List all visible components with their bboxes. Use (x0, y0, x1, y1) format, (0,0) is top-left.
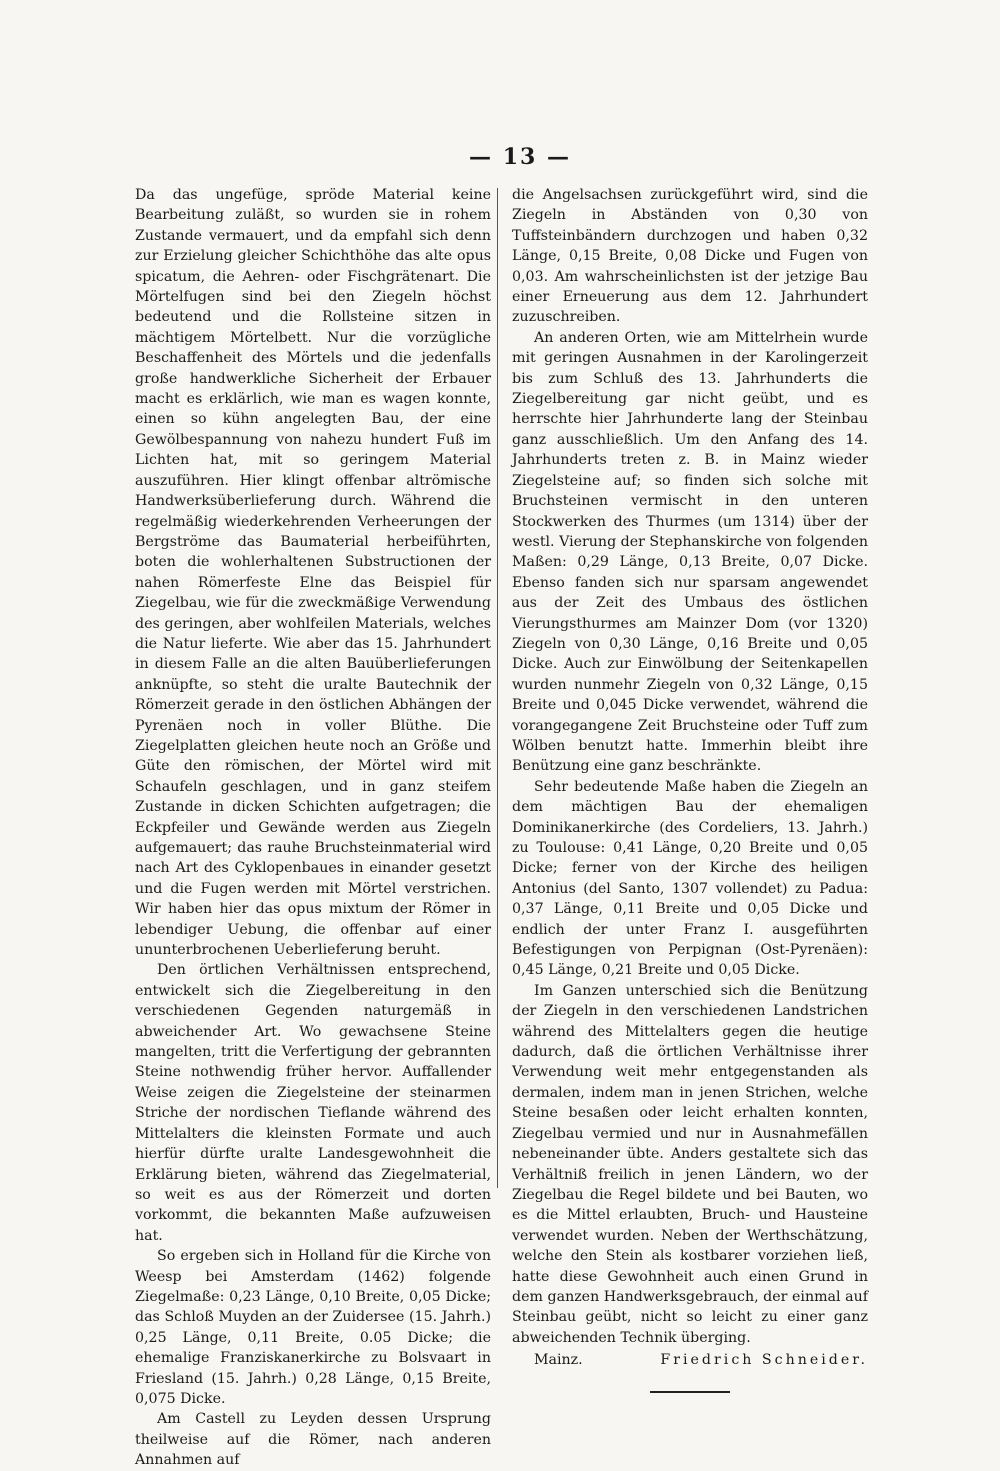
page-number: — 13 — (469, 144, 571, 170)
paragraph: Den örtlichen Verhältnissen entsprechend, entwickelt sich die Ziegelbereitung in den verschiedenen Gegenden naturgemäß in abweichender Art. Wo gewachsene Steine mangelten, tritt die Verfertigung der gebrannten Steine nothwendig früher hervor. Auffallender Weise zeigen die Ziegelsteine der steinarmen Striche der nordischen Tieflande während des Mittelalters die kleinsten Formate und auch hierfür dürfte uralte Landesgewohnheit die Erklärung bieten, während das Ziegelmaterial, so weit es aus der Römerzeit und dorten vorkommt, die bekannten Maße aufzuweisen hat. (135, 962, 491, 1244)
paragraph: Sehr bedeutende Maße haben die Ziegeln an dem mächtigen Bau der ehemaligen Dominikanerkirche (des Cordeliers, 13. Jahrh.) zu Toulouse: 0,41 Länge, 0,20 Breite und 0,05 Dicke; ferner von der Kirche des heiligen Antonius (del Santo, 1307 vollendet) zu Padua: 0,37 Länge, 0,11 Breite und 0,05 Dicke und endlich der unter Franz I. ausgeführten Befestigungen von Perpignan (Ost-Pyrenäen): 0,45 Länge, 0,21 Breite und 0,05 Dicke. (512, 778, 868, 979)
end-rule (650, 1391, 730, 1393)
paragraph: So ergeben sich in Holland für die Kirche von Weesp bei Amsterdam (1462) folgende Ziegelmaße: 0,23 Länge, 0,10 Breite, 0,05 Dicke; das Schloß Muyden an der Zuidersee (15. Jahrh.) 0,25 Länge, 0,11 Breite, 0.05 Dicke; die ehemalige Franziskanerkirche zu Bolsvaart in Friesland (15. Jahrh.) 0,28 Länge, 0,15 Breite, 0,075 Dicke. (135, 1248, 491, 1407)
paragraph: Im Ganzen unterschied sich die Benützung der Ziegeln in den verschiedenen Landstrichen während des Mittelalters gegen die heutige dadurch, daß die örtlichen Verhältnisse ihrer Verwendung weit mehr entgegenstanden als dermalen, indem man in jenen Strichen, welche Steine besaßen oder leicht erhalten konnten, Ziegelbau vermied und nur in Ausnahmefällen nebeneinander übte. Anders gestaltete sich das Verhältniß freilich in jenen Ländern, wo der Ziegelbau die Regel bildete und bei Bauten, wo es die Mittel erlaubten, Bruch- und Hausteine verwendet wurden. Neben der Werthschätzung, welche den Stein als kostbarer vorziehen ließ, hatte diese Gewohnheit auch einen Grund in dem ganzen Handwerksgebrauch, der einmal auf Steinbau geübt, nicht so leicht zu einer ganz abweichenden Technik überging. (512, 982, 868, 1346)
paragraph: Da das ungefüge, spröde Material keine Bearbeitung zuläßt, so wurden sie in rohem Zustande vermauert, und da empfahl sich denn zur Erzielung gleicher Schichthöhe das alte opus spicatum, die Aehren- oder Fischgrätenart. Die Mörtelfugen sind bei den Ziegeln höchst bedeutend und die Rollsteine sitzen in mächtigem Mörtelbett. Nur die vorzügliche Beschaffenheit des Mörtels und die jedenfalls große handwerkliche Sicherheit der Erbauer macht es erklärlich, wie man es wagen konnte, einen so kühn angelegten Bau, der eine Gewölbespannung von nahezu hundert Fuß im Lichten hat, mit so geringem Material auszuführen. Hier klingt offenbar altrömische Handwerksüberlieferung durch. Während die regelmäßig wiederkehrenden Verheerungen der Bergströme das Baumaterial herbeiführten, boten die wohlerhaltenen Substructionen der nahen Römerfeste Elne das Beispiel für Ziegelbau, wie für die zweckmäßige Verwendung des geringen, aber wohlfeilen Materials, welches die Natur lieferte. Wie aber das 15. Jahrhundert in diesem Falle an die alten Bauüberlieferungen anknüpfte, so steht die uralte Bautechnik der Römerzeit gerade in den östlichen Abhängen der Pyrenäen noch in voller Blüthe. Die Ziegelplatten gleichen heute noch an Größe und Güte den römischen, der Mörtel wird mit Schaufeln geschlagen, und in ganz steifem Zustande in dicken Schichten aufgetragen; die Eckpfeiler und Gewände werden aus Ziegeln aufgemauert; das rauhe Bruchsteinmaterial wird nach Art des Cyklopenbaues in einander gesetzt und die Fugen werden mit Mörtel verstrichen. Wir haben hier das opus mixtum der Römer in lebendiger Uebung, die offenbar auf einer ununterbrochenen Ueberlieferung beruht. (135, 187, 491, 959)
signature-author: Friedrich Schneider. (660, 1352, 868, 1369)
left-column (135, 185, 491, 1471)
signature (512, 1350, 868, 1370)
paragraph: An anderen Orten, wie am Mittelrhein wurde mit geringen Ausnahmen in der Karolingerzeit bis zum Schluß des 13. Jahrhunderts die Ziegelbereitung gar nicht geübt, und es herrschte hier Jahrhunderte lang der Steinbau ganz ausschließlich. Um den Anfang des 14. Jahrhunderts treten z. B. in Mainz wieder Ziegelsteine auf; so finden sich solche mit Bruchsteinen vermischt in den unteren Stockwerken des Thurmes (um 1314) über der westl. Vierung der Stephanskirche von folgenden Maßen: 0,29 Länge, 0,13 Breite, 0,07 Dicke. Ebenso fanden sich nur sparsam angewendet aus der Zeit des Umbaus des östlichen Vierungsthurmes am Mainzer Dom (vor 1320) Ziegeln von 0,30 Länge, 0,16 Breite und 0,05 Dicke. Auch zur Einwölbung der Seitenkapellen wurden nunmehr Ziegeln von 0,32 Länge, 0,15 Breite und 0,045 Dicke verwendet, während die vorangegangene Zeit Bruchsteine oder Tuff zum Wölben benutzt hatte. Immerhin bleibt ihre Benützung eine ganz beschränkte. (512, 329, 869, 775)
right-column (512, 185, 868, 1393)
paragraph: Am Castell zu Leyden dessen Ursprung theilweise auf die Römer, nach anderen Annahmen auf (135, 1411, 491, 1469)
signature-place: Mainz. (534, 1352, 583, 1369)
column-divider (497, 188, 498, 1188)
paragraph: die Angelsachsen zurückgeführt wird, sind die Ziegeln in Abständen von 0,30 von Tuffsteinbändern durchzogen und haben 0,32 Länge, 0,15 Breite, 0,08 Dicke und Fugen von 0,03. Am wahrscheinlichsten ist der jetzige Bau einer Erneuerung aus dem 12. Jahrhundert zuzuschreiben. (512, 187, 868, 326)
